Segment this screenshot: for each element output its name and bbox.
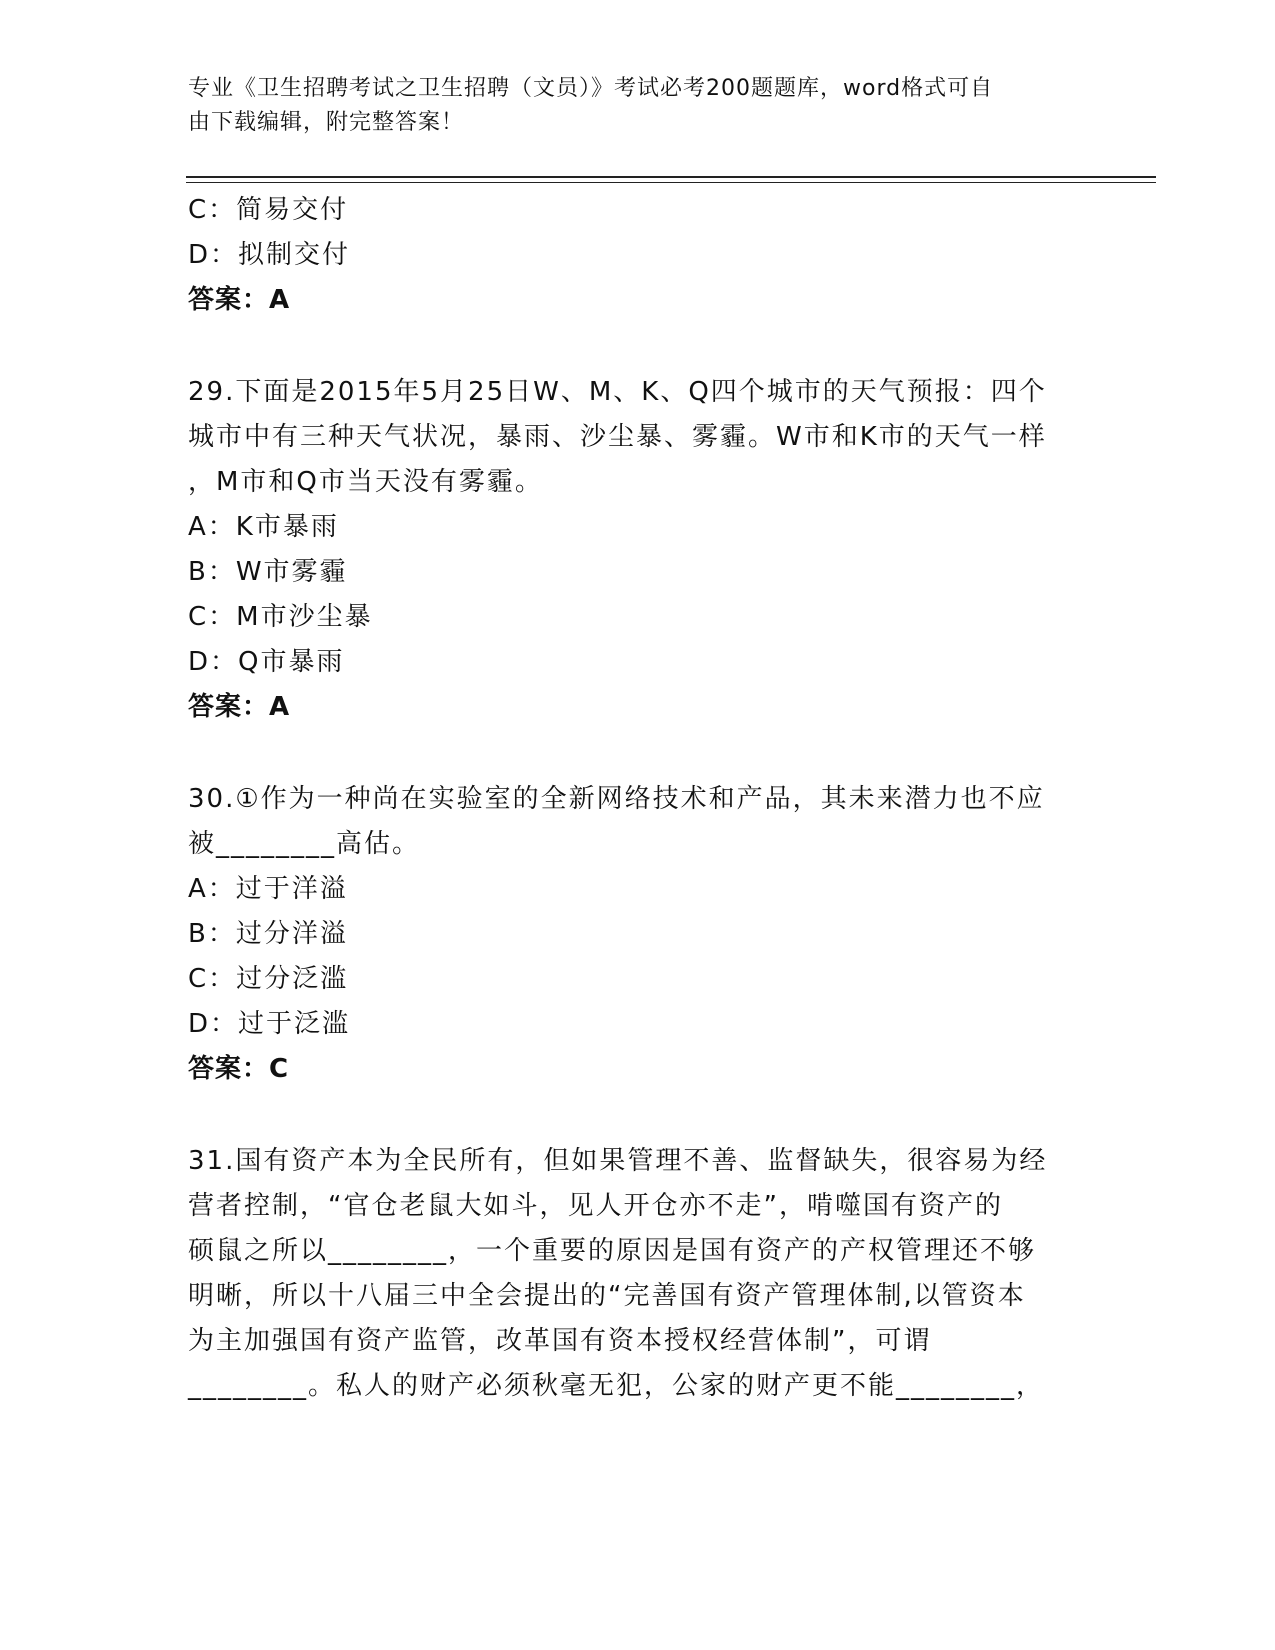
question-text-line: 为主加强国有资产监管，改革国有资本授权经营体制”，可谓 [188, 1326, 932, 1356]
question-content [188, 188, 1088, 1409]
question-text-line: ________。私人的财产必须秋毫无犯，公家的财产更不能________， [188, 1371, 1045, 1401]
option-a: A：过于洋溢 [188, 874, 348, 904]
answer: 答案：A [188, 692, 291, 722]
spacer [188, 323, 1088, 370]
option-c: C：过分泛滥 [188, 964, 349, 994]
question-30 [188, 777, 1088, 1092]
option-d: D：拟制交付 [188, 240, 351, 270]
question-text-line: 30.①作为一种尚在实验室的全新网络技术和产品，其未来潜力也不应 [188, 784, 1045, 814]
header-line-1: 专业《卫生招聘考试之卫生招聘（文员）》考试必考200题题库，word格式可自 [188, 76, 994, 101]
question-text-line: 31.国有资产本为全民所有，但如果管理不善、监督缺失，很容易为经 [188, 1146, 1048, 1176]
question-text-line: 被________高估。 [188, 829, 421, 859]
page-header [188, 72, 1068, 140]
option-b: B：过分洋溢 [188, 919, 348, 949]
question-text-line: 硕鼠之所以________，一个重要的原因是国有资产的产权管理还不够 [188, 1236, 1037, 1266]
question-text-line: 29.下面是2015年5月25日W、M、K、Q四个城市的天气预报：四个 [188, 377, 1047, 407]
question-28 [188, 188, 1088, 323]
answer: 答案：A [188, 285, 291, 315]
option-a: A：K市暴雨 [188, 512, 339, 542]
header-rule-thin [186, 182, 1156, 183]
option-d: D：过于泛滥 [188, 1009, 351, 1039]
header-rule-thick [186, 176, 1156, 178]
question-31 [188, 1139, 1088, 1409]
option-d: D：Q市暴雨 [188, 647, 345, 677]
question-text-line: 明晰，所以十八届三中全会提出的“完善国有资产管理体制,以管资本 [188, 1281, 1026, 1311]
question-text-line: 城市中有三种天气状况，暴雨、沙尘暴、雾霾。W市和K市的天气一样 [188, 422, 1047, 452]
option-c: C：简易交付 [188, 195, 349, 225]
header-line-2: 由下载编辑，附完整答案！ [188, 110, 465, 135]
spacer [188, 730, 1088, 777]
spacer [188, 1092, 1088, 1139]
question-29 [188, 370, 1088, 730]
question-text-line: ，M市和Q市当天没有雾霾。 [188, 467, 543, 497]
question-text-line: 营者控制，“官仓老鼠大如斗，见人开仓亦不走”，啃噬国有资产的 [188, 1191, 1003, 1221]
option-b: B：W市雾霾 [188, 557, 348, 587]
option-c: C：M市沙尘暴 [188, 602, 373, 632]
answer: 答案：C [188, 1054, 290, 1084]
